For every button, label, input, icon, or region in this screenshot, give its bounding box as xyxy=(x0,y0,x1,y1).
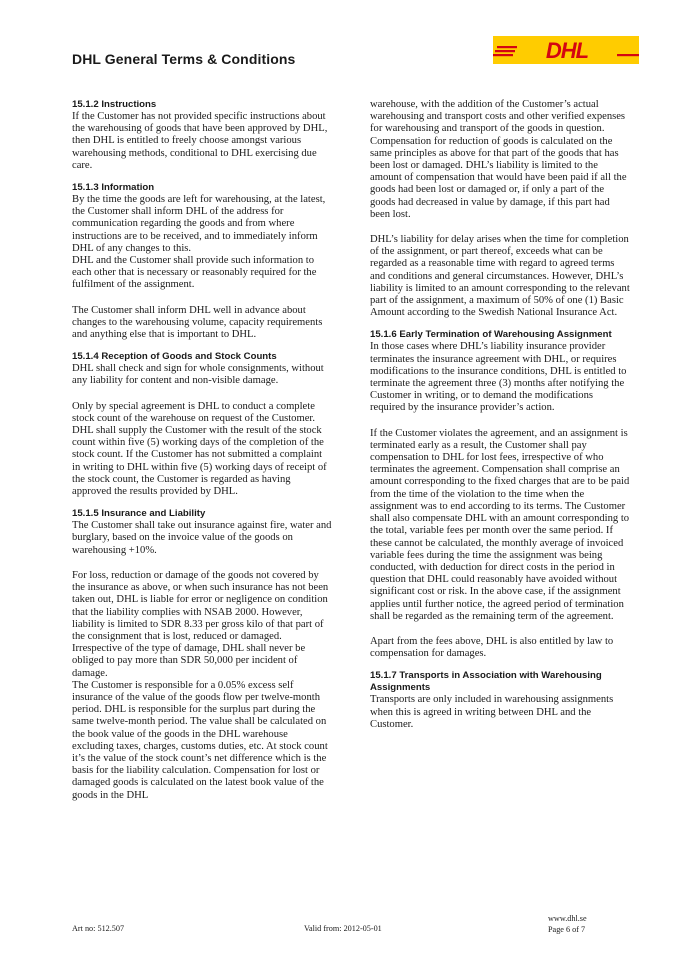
paragraph: DHL’s liability for delay arises when the time for completion of the assignment, or part thereof, exceeds what can be regarded as a reasonable time with regard to agreed terms and conditions and general circumstances. However, DHL’s liability is limited to an amount corresponding to the relevant part of the assignment, a maximum of 50% of one (1) Basic Amount according to the Swedish National Insurance Act. xyxy=(370,234,630,319)
right-column xyxy=(370,99,630,731)
section-15-1-3 xyxy=(72,182,332,341)
paragraph: Only by special agreement is DHL to conduct a complete stock count of the warehouse on request of the Customer. DHL shall supply the Customer with the result of the stock count within five (5) working days of the completion of the stock count. If the Customer has not submitted a complaint in writing to DHL within five (5) working days of receipt of the stock count, the Customer is regarded as having approved the results provided by DHL. xyxy=(72,400,327,498)
section-heading: 15.1.4 Reception of Goods and Stock Counts xyxy=(72,351,277,363)
paragraph: warehouse, with the addition of the Customer’s actual warehousing and transport costs and other verified expenses for warehousing and transport of the goods in question. Compensation for reduction of goods is calculated on the same principles as above for that part of the goods that has been lost or damaged. DHL’s liability is limited to the amount of compensation that would have been paid if all the goods had been lost or damaged or, if only a part of the goods had decreased in value by damage, if this part had been lost. xyxy=(370,99,627,220)
section-15-1-7 xyxy=(370,670,630,731)
section-15-1-5-continued xyxy=(370,99,630,319)
section-heading: 15.1.2 Instructions xyxy=(72,99,157,110)
section-heading: 15.1.7 Transports in Association with Warehousing Assignments xyxy=(370,670,602,694)
section-15-1-4 xyxy=(72,351,332,498)
section-15-1-2 xyxy=(72,99,332,172)
footer-art-no: Art no: 512.507 xyxy=(72,924,125,933)
footer-valid-from: Valid from: 2012-05-01 xyxy=(304,924,382,933)
section-heading: 15.1.3 Information xyxy=(72,182,155,194)
paragraph: In those cases where DHL’s liability insurance provider terminates the insurance agreement with DHL, or requires modifications to the insurance conditions, DHL is entitled to terminate the agreement three (3) months after notifying the Customer in writing, or to demand the modifications required by the insurance provider’s action. xyxy=(370,341,627,414)
paragraph: The Customer shall inform DHL well in advance about changes to the warehousing volume, capacity requirements and anything else that is important to DHL. xyxy=(72,304,323,341)
dhl-logo xyxy=(493,36,639,64)
dhl-logo-graphic xyxy=(493,36,639,64)
paragraph: If the Customer has not provided specific instructions about the warehousing of goods that have been approved by DHL, then DHL is entitled to freely choose amongst various warehousing methods, conditional to DHL exercising due care. xyxy=(72,111,328,171)
paragraph: Apart from the fees above, DHL is also entitled by law to compensation for damages. xyxy=(370,635,614,660)
paragraph: DHL shall check and sign for whole consignments, without any liability for content and non-visible damage. xyxy=(72,363,324,387)
page-title: DHL General Terms & Conditions xyxy=(72,51,296,67)
section-15-1-6 xyxy=(370,329,630,660)
left-column xyxy=(72,99,332,802)
section-heading: 15.1.5 Insurance and Liability xyxy=(72,508,206,520)
paragraph: For loss, reduction or damage of the goods not covered by the insurance as above, or when such insurance has not been taken out, DHL is liable for error or negligence on condition that the liability complies with NSAB 2000. However, liability is limited to SDR 8.33 per gross kilo of that part of the consignment that is lost, reduced or damaged. Irrespective of the type of damage, DHL shall never be obliged to pay more than SDR 50,000 per incident of damage. xyxy=(72,569,329,679)
paragraph: By the time the goods are left for warehousing, at the latest, the Customer shall inform DHL of the address for communication regarding the goods and from where instructions are to be received, and to immediately inform DHL of any changes to this. xyxy=(72,194,326,254)
paragraph: The Customer is responsible for a 0.05% excess self insurance of the value of the goods flow per twelve-month period. DHL is responsible for the surplus part during the same twelve-month period. The value shall be calculated on the book value of the goods in the DHL warehouse excluding taxes, charges, customs duties, etc. At stock count it’s the value of the stock count’s net difference which is the basis for the liability calculation. Compensation for lost or damaged goods is calculated on the latest book value of the goods in the DHL xyxy=(72,679,328,801)
section-15-1-5 xyxy=(72,508,332,801)
footer-website: www.dhl.se xyxy=(548,914,587,923)
footer-right xyxy=(548,913,587,935)
paragraph: Transports are only included in warehousing assignments when this is agreed in writing between DHL and the Customer. xyxy=(370,694,614,730)
paragraph: The Customer shall take out insurance against fire, water and burglary, based on the invoice value of the goods on warehousing +10%. xyxy=(72,520,332,556)
footer-page-number: Page 6 of 7 xyxy=(548,925,586,934)
paragraph: DHL and the Customer shall provide such information to each other that is necessary or reasonably required for the fulfilment of the assignment. xyxy=(72,255,317,291)
paragraph: If the Customer violates the agreement, and an assignment is terminated early as a result, the Customer shall pay compensation to DHL for lost fees, irrespective of who terminates the agreement. Compensation shall comprise an amount corresponding to the fixed charges that are to be paid from the time of the violation to the time when the assignment was to end according to its terms. The Customer shall also compensate DHL with an amount corresponding to the total, variable fees per month over the same period. If these cannot be calculated, the monthly average of invoiced variable fees during the time the assignment was being conducted, with deduction for direct costs in the period in question that DHL could reasonably have avoided without significant cost or risk. In the above case, if the assignment applies until further notice, the agreed period of termination shall be regarded as the remaining term of the agreement. xyxy=(370,427,630,622)
dhl-logo-text: DHL xyxy=(545,38,589,63)
section-heading: 15.1.6 Early Termination of Warehousing Assignment xyxy=(370,329,612,341)
